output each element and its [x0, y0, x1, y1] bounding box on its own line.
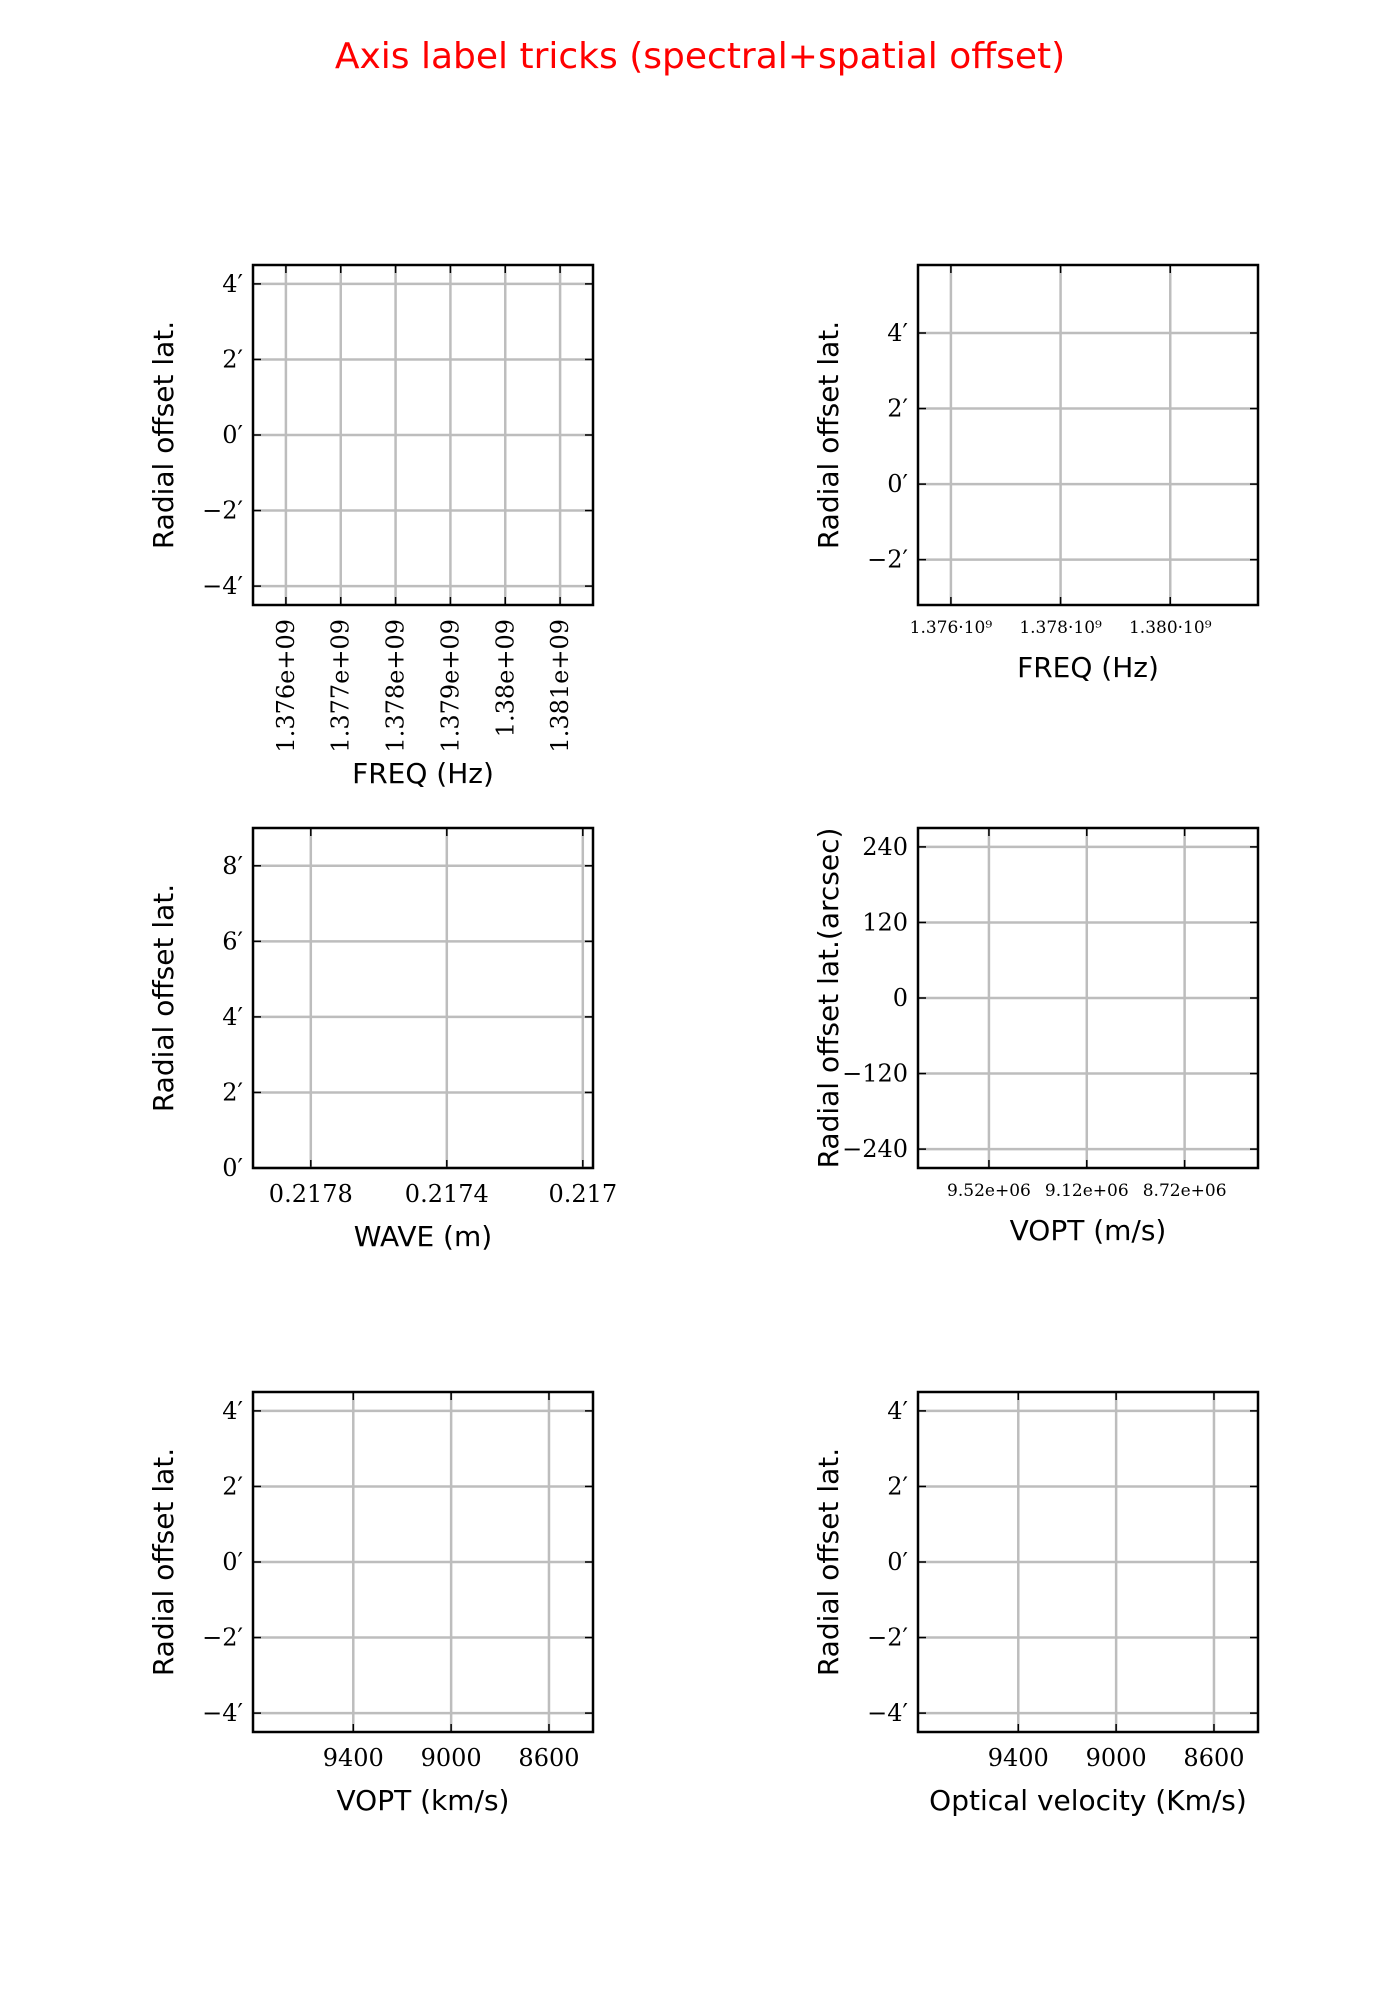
x-tick-label: 8.72e+06 — [1142, 1181, 1227, 1201]
x-tick-label: 1.376·10⁹ — [909, 618, 993, 638]
x-tick-label: 1.378·10⁹ — [1019, 618, 1102, 638]
y-tick-label: 4′ — [222, 1002, 243, 1031]
x-axis-label: VOPT (m/s) — [1009, 1214, 1167, 1247]
y-axis-label: Radial offset lat.(arcsec) — [812, 827, 845, 1169]
y-tick-label: −2′ — [867, 545, 908, 574]
y-tick-label: −2′ — [867, 1623, 908, 1652]
y-axis-label: Radial offset lat. — [147, 320, 180, 550]
y-tick-label: 2′ — [887, 394, 908, 423]
y-axis-label: Radial offset lat. — [812, 320, 845, 550]
y-tick-label: 8′ — [222, 851, 243, 880]
y-tick-label: 4′ — [222, 269, 243, 298]
x-axis-label: Optical velocity (Km/s) — [929, 1784, 1247, 1817]
x-tick-label: 1.380·10⁹ — [1128, 618, 1212, 638]
x-tick-label: 1.379e+09 — [436, 619, 465, 753]
x-tick-label: 1.38e+09 — [491, 619, 520, 738]
x-axis-label: VOPT (km/s) — [336, 1784, 510, 1817]
panel-6 — [812, 1392, 1258, 1817]
y-axis-label: Radial offset lat. — [147, 883, 180, 1113]
y-tick-label: 0′ — [222, 1154, 243, 1182]
y-tick-label: 0 — [892, 984, 908, 1012]
y-tick-label: 0′ — [887, 470, 908, 499]
y-tick-label: −4′ — [867, 1699, 908, 1728]
axes-frame — [253, 828, 593, 1168]
x-axis-label: FREQ (Hz) — [352, 757, 494, 790]
y-tick-label: −4′ — [202, 572, 243, 601]
x-tick-label: 9000 — [1085, 1744, 1147, 1772]
x-tick-label: 1.377e+09 — [326, 619, 355, 753]
y-tick-label: 2′ — [222, 1472, 243, 1501]
y-tick-label: 6′ — [222, 927, 243, 956]
x-tick-label: 9400 — [987, 1744, 1049, 1772]
x-tick-label: 1.376e+09 — [271, 619, 300, 753]
y-tick-label: 0′ — [887, 1548, 908, 1576]
y-tick-label: 120 — [862, 908, 908, 937]
y-tick-label: 2′ — [222, 345, 243, 374]
y-tick-label: 4′ — [887, 1396, 908, 1425]
y-tick-label: 240 — [862, 832, 908, 861]
x-tick-label: 0.2174 — [404, 1180, 489, 1208]
x-axis-label: WAVE (m) — [353, 1220, 493, 1253]
x-tick-label: 9.12e+06 — [1044, 1181, 1129, 1201]
y-axis-label: Radial offset lat. — [147, 1447, 180, 1677]
panels — [147, 265, 1258, 1817]
y-tick-label: −120 — [842, 1059, 908, 1088]
x-axis-label: FREQ (Hz) — [1017, 651, 1159, 684]
y-axis-label: Radial offset lat. — [812, 1447, 845, 1677]
figure-title: Axis label tricks (spectral+spatial offset) — [334, 36, 1066, 77]
x-tick-label: 8600 — [518, 1744, 580, 1772]
x-tick-label: 0.2178 — [268, 1180, 353, 1208]
y-tick-label: −2′ — [202, 1623, 243, 1652]
panel-5 — [147, 1392, 593, 1817]
y-tick-label: 2′ — [887, 1472, 908, 1501]
y-tick-label: −240 — [842, 1135, 908, 1164]
y-tick-label: 0′ — [222, 1548, 243, 1576]
y-tick-label: 4′ — [887, 319, 908, 347]
x-tick-label: 1.381e+09 — [546, 619, 575, 753]
x-tick-label: 9400 — [322, 1744, 384, 1772]
y-tick-label: 0′ — [222, 421, 243, 449]
panel-1 — [147, 265, 593, 790]
axes-frame — [918, 265, 1258, 605]
y-tick-label: 4′ — [222, 1396, 243, 1425]
panel-3 — [147, 828, 617, 1253]
x-tick-label: 1.378e+09 — [381, 619, 410, 753]
y-tick-label: 2′ — [222, 1078, 243, 1107]
x-tick-label: 0.217 — [548, 1180, 618, 1208]
x-tick-label: 8600 — [1183, 1744, 1245, 1772]
y-tick-label: −2′ — [202, 496, 243, 525]
x-tick-label: 9.52e+06 — [947, 1181, 1031, 1201]
panel-4 — [812, 828, 1258, 1247]
x-tick-label: 9000 — [420, 1744, 482, 1772]
panel-2 — [812, 265, 1258, 684]
y-tick-label: −4′ — [202, 1699, 243, 1728]
